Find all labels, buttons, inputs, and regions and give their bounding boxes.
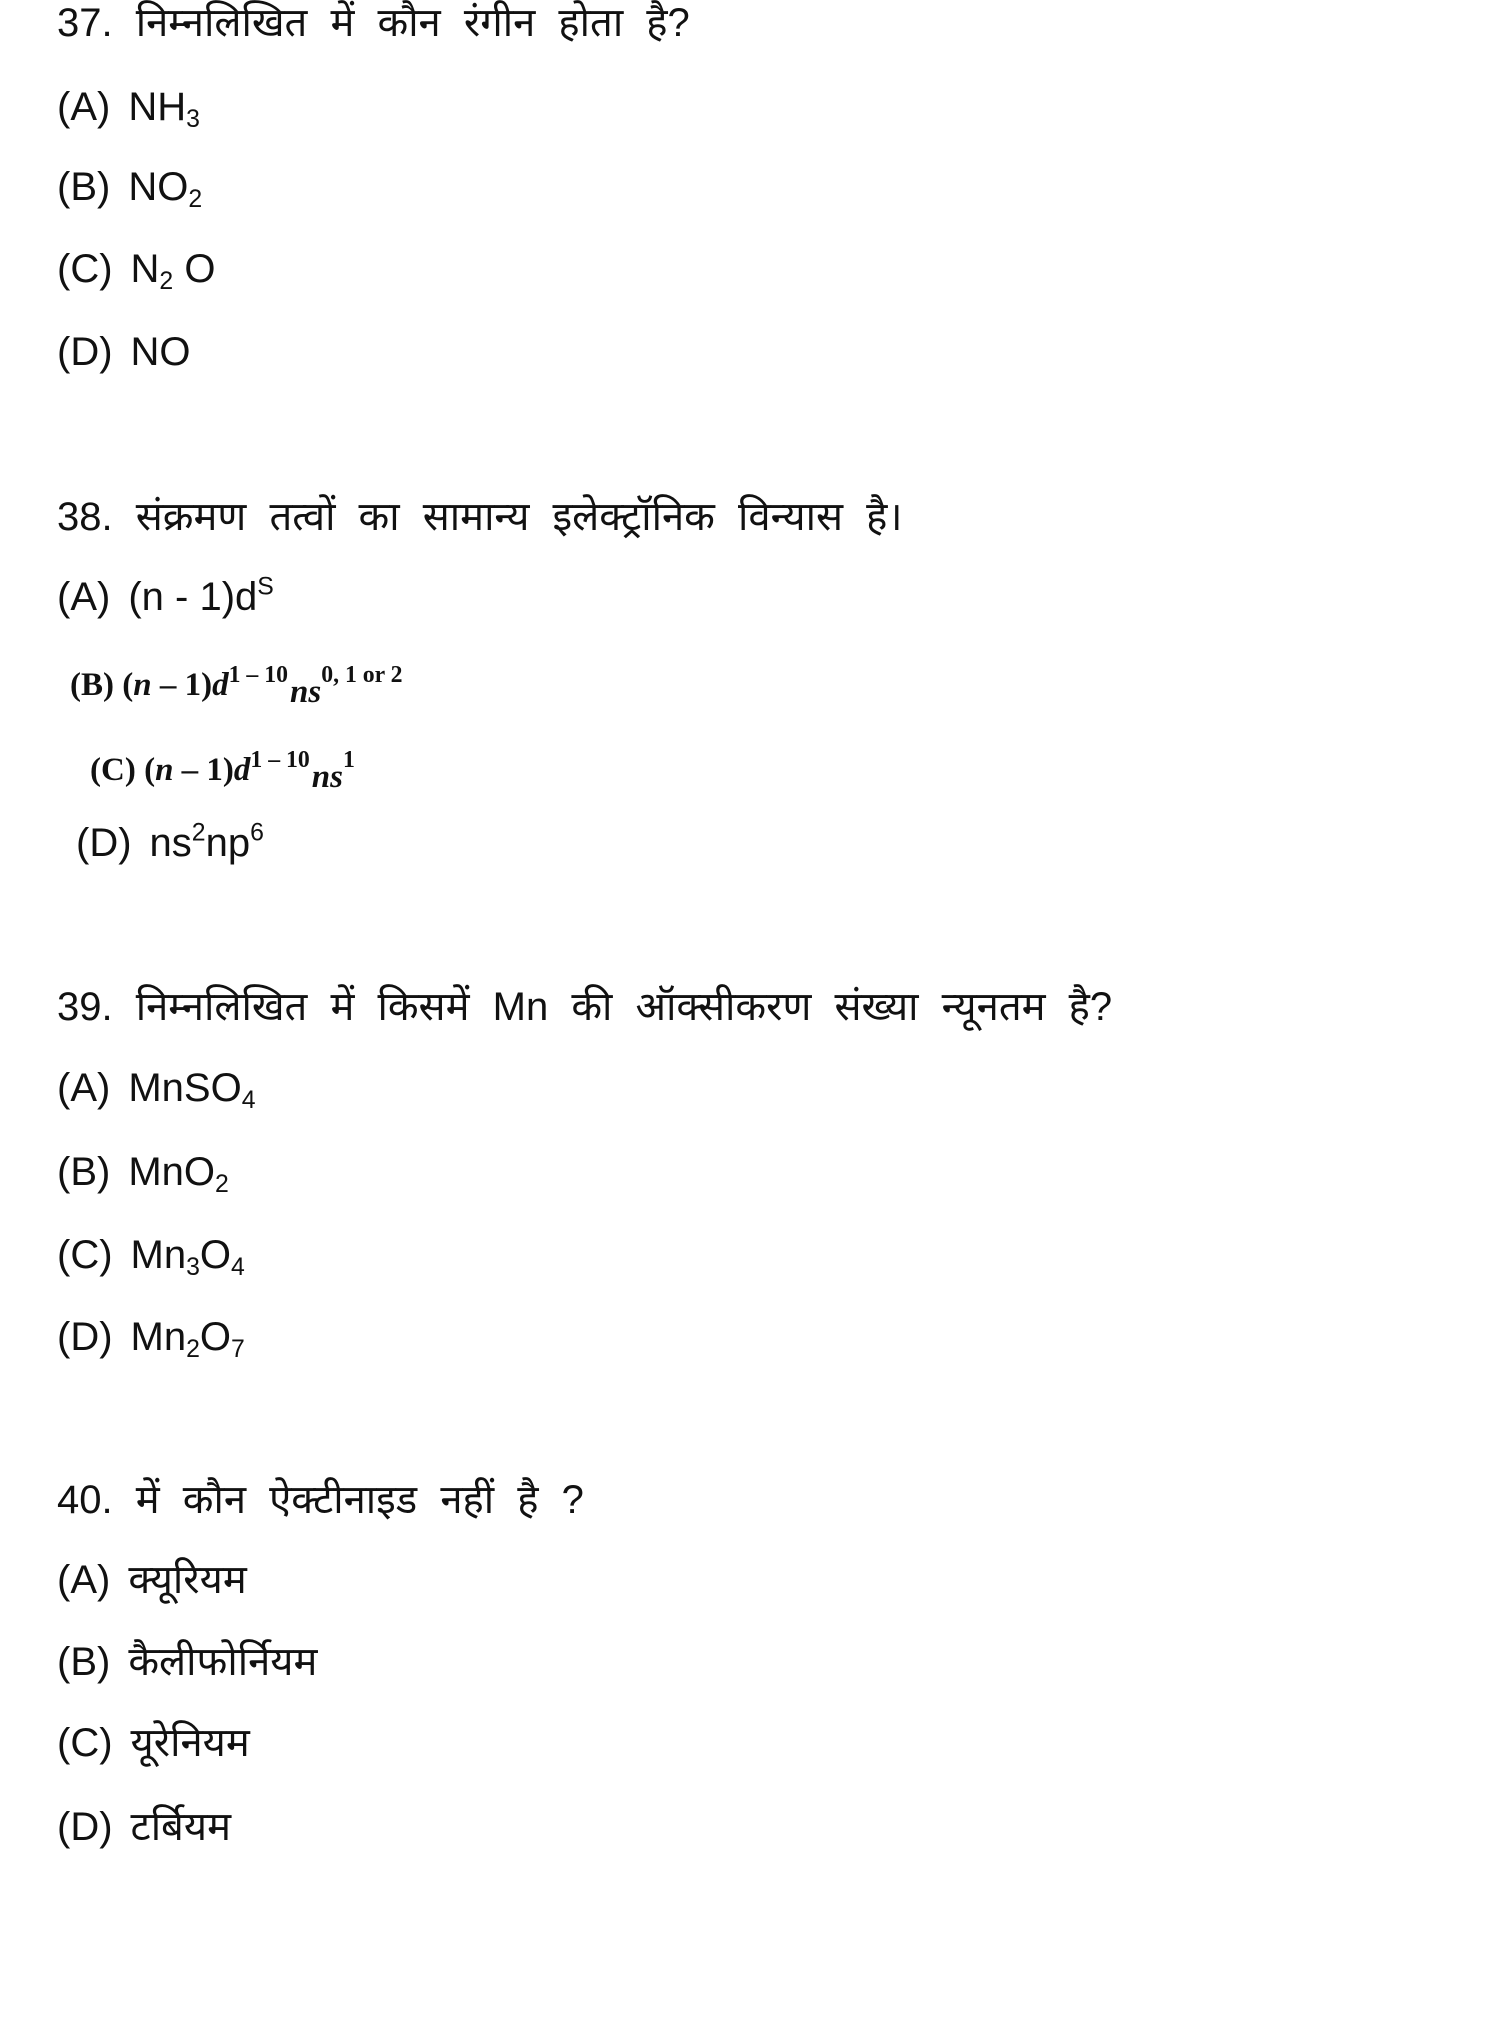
- option-label: (B): [70, 667, 114, 703]
- option-text: $(n - 1)d^{1 - 10}ns^{0, 1 or 2}$: [122, 661, 403, 710]
- question-text: में कौन ऐक्टीनाइड नहीं है ?: [135, 1478, 584, 1522]
- question-text: निम्नलिखित में किसमें Mn की ऑक्सीकरण संख्या न्यूनतम है?: [135, 985, 1113, 1029]
- option-37-b[interactable]: [57, 165, 203, 213]
- option-label: (B): [57, 1640, 111, 1684]
- option-37-a[interactable]: [57, 85, 200, 133]
- option-label: (C): [57, 1721, 113, 1765]
- option-38-d[interactable]: [76, 819, 264, 865]
- option-39-a[interactable]: [57, 1066, 256, 1114]
- option-text: यूरेनियम: [130, 1721, 250, 1765]
- option-38-c[interactable]: [90, 746, 355, 795]
- option-text: $NO_2$: [128, 165, 203, 213]
- option-label: (B): [57, 165, 111, 209]
- option-38-b[interactable]: [70, 661, 403, 710]
- option-40-d[interactable]: [57, 1807, 231, 1847]
- option-text: टर्बियम: [130, 1805, 232, 1849]
- option-text: $Mn_3O_4$: [130, 1233, 245, 1281]
- option-label: (D): [76, 821, 132, 865]
- option-text: $(n - 1)d^{1 - 10}ns^1$: [144, 746, 355, 795]
- option-label: (A): [57, 575, 111, 619]
- option-40-a[interactable]: [57, 1560, 247, 1600]
- option-text: $Mn_2O_7$: [130, 1315, 245, 1363]
- question-number: 40.: [57, 1478, 113, 1522]
- option-40-c[interactable]: [57, 1723, 250, 1763]
- option-39-d[interactable]: [57, 1315, 245, 1363]
- option-text: MnSO$_4$: [128, 1066, 256, 1114]
- option-label: (B): [57, 1150, 111, 1194]
- question-37: [57, 3, 690, 43]
- question-text: निम्नलिखित में कौन रंगीन होता है?: [135, 1, 690, 45]
- option-label: (A): [57, 85, 111, 129]
- option-label: (C): [57, 1233, 113, 1277]
- option-label: (D): [57, 1805, 113, 1849]
- option-text: क्यूरियम: [128, 1558, 247, 1602]
- option-text: $ns^2np^6$: [149, 819, 264, 865]
- question-38: [57, 497, 903, 537]
- option-label: (A): [57, 1066, 111, 1110]
- option-label: (A): [57, 1558, 111, 1602]
- option-label: (D): [57, 330, 113, 374]
- option-text: $N_2$ O: [130, 247, 216, 295]
- option-label: (C): [57, 247, 113, 291]
- option-39-c[interactable]: [57, 1233, 245, 1281]
- option-text: $NH_3$: [128, 85, 200, 133]
- question-number: 37.: [57, 1, 113, 45]
- option-text: NO: [130, 330, 191, 374]
- option-37-c[interactable]: [57, 247, 216, 295]
- option-40-b[interactable]: [57, 1642, 317, 1682]
- option-text: कैलीफोर्नियम: [128, 1640, 318, 1684]
- option-label: (C): [90, 752, 136, 788]
- question-number: 38.: [57, 495, 113, 539]
- option-text: MnO$_2$: [128, 1150, 229, 1198]
- option-text: $(n - 1)d^S$: [128, 573, 274, 619]
- option-39-b[interactable]: [57, 1150, 229, 1198]
- option-37-d[interactable]: [57, 332, 191, 372]
- question-40: [57, 1480, 584, 1520]
- question-39: [57, 987, 1112, 1027]
- question-number: 39.: [57, 985, 113, 1029]
- option-label: (D): [57, 1315, 113, 1359]
- question-text: संक्रमण तत्वों का सामान्य इलेक्ट्रॉनिक विन्यास है।: [135, 495, 903, 539]
- option-38-a[interactable]: [57, 573, 274, 619]
